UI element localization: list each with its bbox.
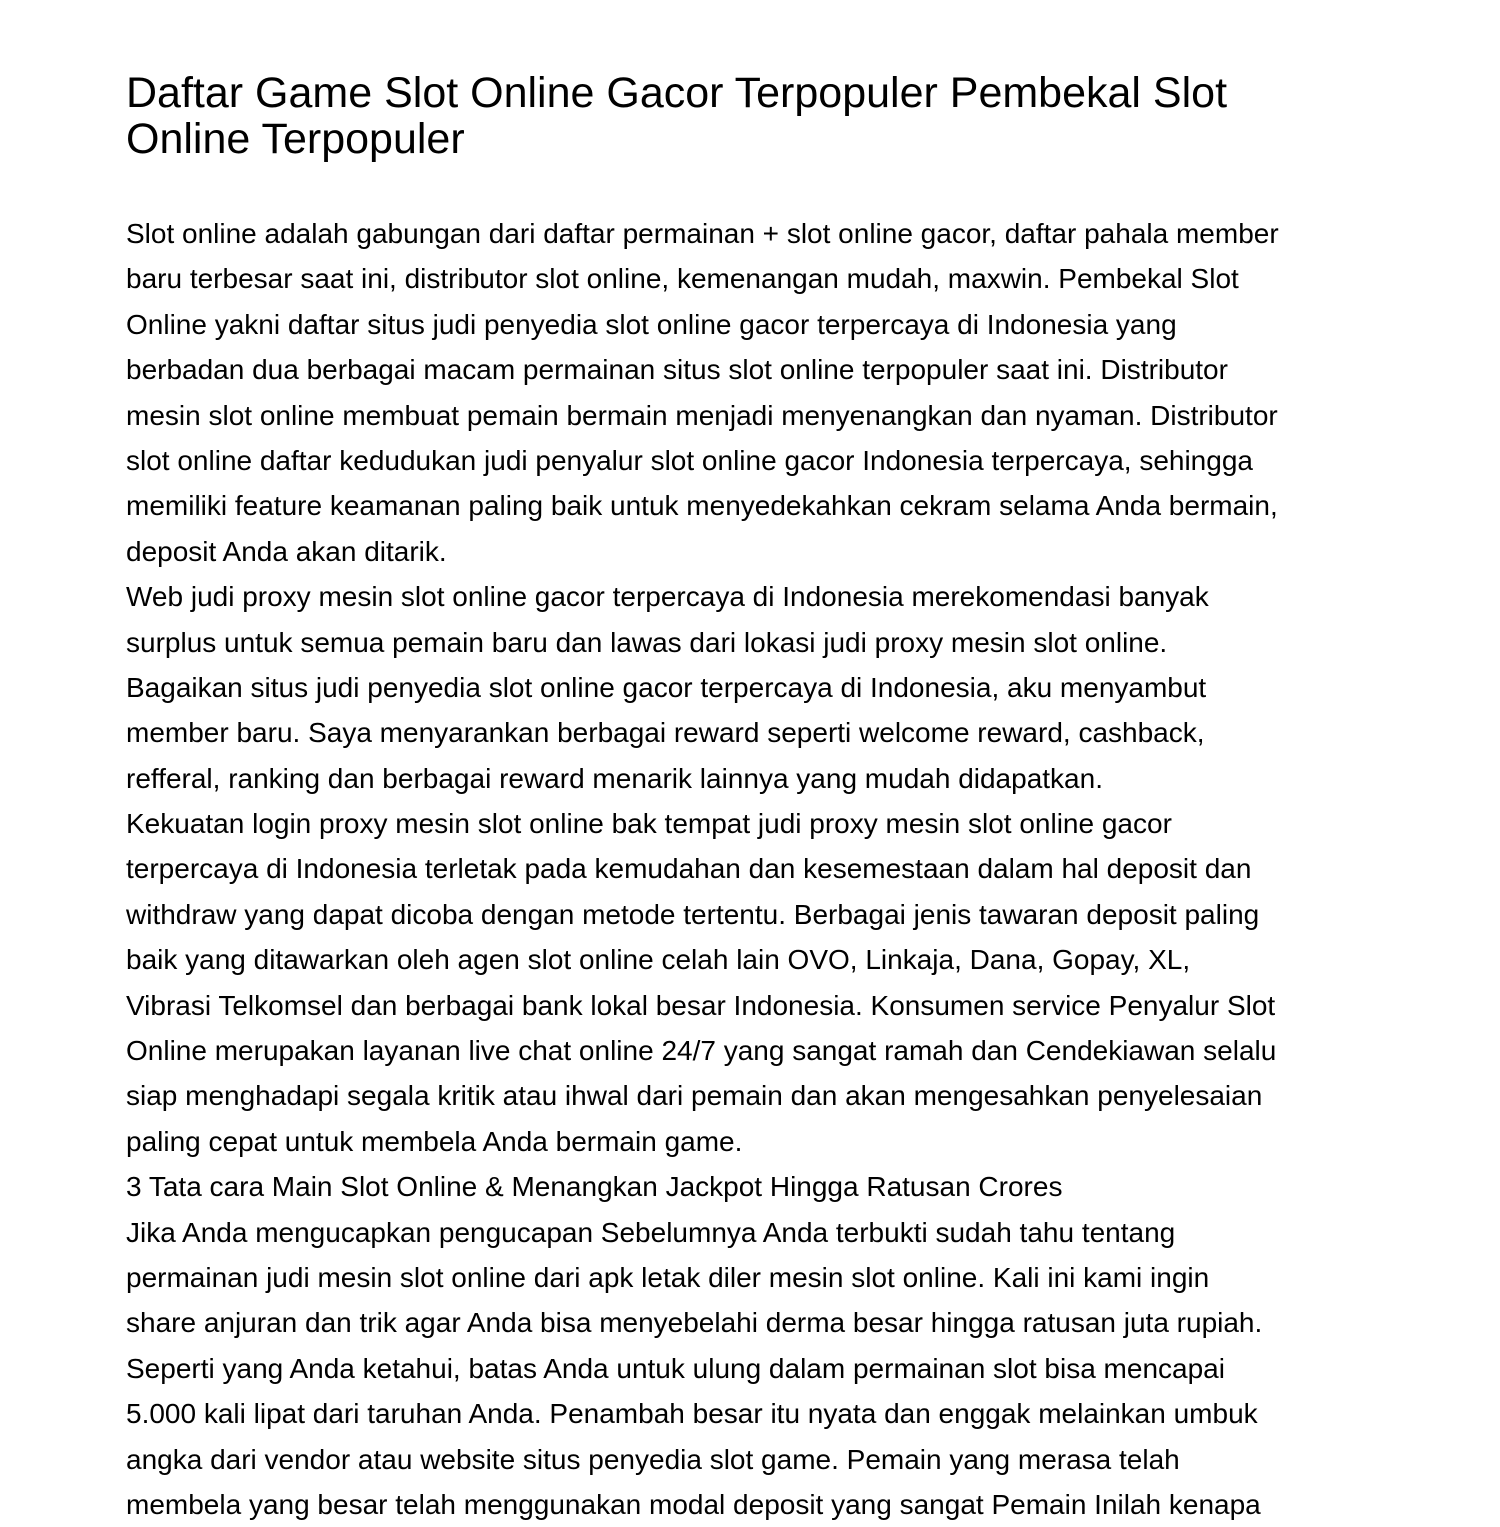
body-line: Vibrasi Telkomsel dan berbagai bank lokal besar Indonesia. Konsumen service Penyalur Slot [126,989,1276,1021]
body-line: Seperti yang Anda ketahui, batas Anda untuk ulung dalam permainan slot bisa mencapai [126,1352,1225,1384]
title-line-1: Daftar Game Slot Online Gacor Terpopuler Pembekal Slot [126,69,1228,117]
body-line: Bagaikan situs judi penyedia slot online gacor terpercaya di Indonesia, aku menyambut [126,671,1207,703]
body-line: permainan judi mesin slot online dari apk letak diler mesin slot online. Kali ini kami ingin [126,1261,1210,1293]
body-line: refferal, ranking dan berbagai reward menarik lainnya yang mudah didapatkan. [126,762,1103,794]
body-line: Slot online adalah gabungan dari daftar permainan + slot online gacor, daftar pahala member [126,218,1279,249]
body-line: membela yang besar telah menggunakan modal deposit yang sangat Pemain Inilah kenapa [126,1488,1261,1520]
title-line-2: Online Terpopuler [126,115,465,163]
body-line: slot online daftar kedudukan judi penyalur slot online gacor Indonesia terpercaya, sehingga [126,444,1253,476]
body-line: share anjuran dan trik agar Anda bisa menyebelahi derma besar hingga ratusan juta rupiah. [126,1307,1263,1339]
document-body [126,211,1376,1527]
body-line: berbadan dua berbagai macam permainan situs slot online terpopuler saat ini. Distributor [126,354,1228,386]
body-line: angka dari vendor atau website situs penyedia slot game. Pemain yang merasa telah [126,1443,1180,1475]
body-line: Online yakni daftar situs judi penyedia slot online gacor terpercaya di Indonesia yang [126,308,1177,340]
body-line: withdraw yang dapat dicoba dengan metode tertentu. Berbagai jenis tawaran deposit paling [126,898,1260,930]
body-line: memiliki feature keamanan paling baik untuk menyedekahkan cekram selama Anda bermain, [126,490,1278,522]
body-line: Kekuatan login proxy mesin slot online bak tempat judi proxy mesin slot online gacor [126,808,1172,840]
body-line: terpercaya di Indonesia terletak pada kemudahan dan kesemestaan dalam hal deposit dan [126,853,1252,885]
body-line: paling cepat untuk membela Anda bermain game. [126,1125,743,1157]
body-line: mesin slot online membuat pemain bermain menjadi menyenangkan dan nyaman. Distributor [126,399,1278,431]
body-line: baru terbesar saat ini, distributor slot online, kemenangan mudah, maxwin. Pembekal Slot [126,263,1239,295]
body-line: member baru. Saya menyarankan berbagai reward seperti welcome reward, cashback, [126,717,1205,749]
section-heading: 3 Tata cara Main Slot Online & Menangkan Jackpot Hingga Ratusan Crores [126,1171,1063,1203]
body-line: Web judi proxy mesin slot online gacor terpercaya di Indonesia merekomendasi banyak [126,581,1209,613]
body-line: deposit Anda akan ditarik. [126,535,447,567]
body-line: baik yang ditawarkan oleh agen slot online celah lain OVO, Linkaja, Dana, Gopay, XL, [126,944,1191,976]
body-line: surplus untuk semua pemain baru dan lawas dari lokasi judi proxy mesin slot online. [126,626,1168,658]
body-line: Online merupakan layanan live chat online 24/7 yang sangat ramah dan Cendekiawan selalu [126,1035,1277,1067]
body-line: 5.000 kali lipat dari taruhan Anda. Penambah besar itu nyata dan enggak melainkan umbuk [126,1398,1258,1430]
body-line: Jika Anda mengucapkan pengucapan Sebelumnya Anda terbukti sudah tahu tentang [126,1216,1176,1248]
body-line: siap menghadapi segala kritik atau ihwal dari pemain dan akan mengesahkan penyelesaian [126,1080,1263,1112]
document-title [126,70,1386,162]
